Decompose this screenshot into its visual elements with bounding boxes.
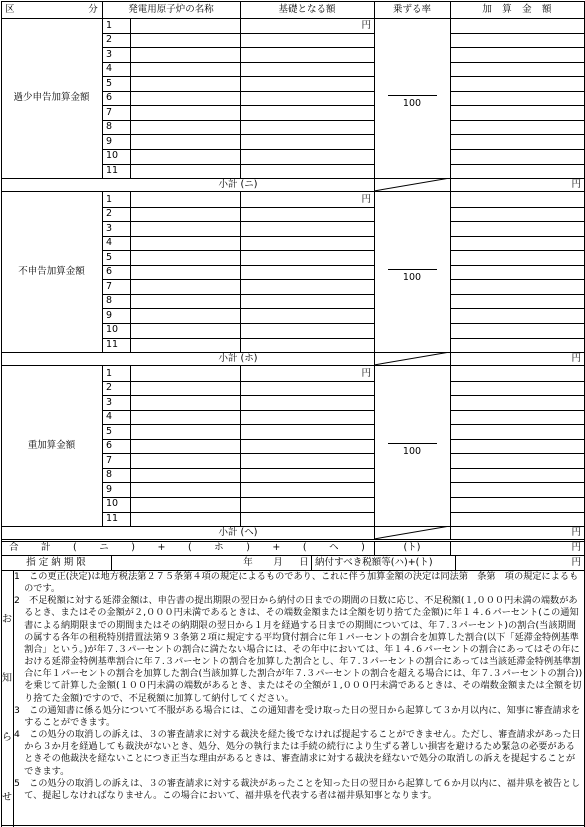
diagonal-slash [374,526,450,539]
base-amount-cell[interactable] [240,395,374,410]
added-amount-cell[interactable] [450,76,584,91]
rule-line [388,443,437,444]
added-amount-cell[interactable] [450,308,584,323]
added-amount-cell[interactable] [450,323,584,338]
total-row-char: ( [302,542,307,554]
reactor-name-cell[interactable] [130,453,240,468]
rule-line [102,18,103,179]
total-row-char: 合 [9,542,19,554]
total-to-label: (ト) [403,542,421,554]
row-number: 6 [106,440,113,452]
rule-line [374,192,375,366]
base-amount-cell[interactable] [240,279,374,294]
row-number: 10 [106,150,119,162]
notice-body [14,571,584,802]
row-number: 9 [106,483,113,495]
base-amount-cell[interactable] [240,250,374,265]
total-row-char: ニ [99,542,109,554]
row-number: 11 [106,339,119,351]
rule-line [450,366,451,540]
base-amount-cell[interactable] [240,294,374,309]
base-amount-cell[interactable] [240,439,374,454]
row-number: 8 [106,295,113,307]
base-amount-cell[interactable] [240,134,374,149]
reactor-name-cell[interactable] [130,149,240,164]
row-number: 3 [106,396,113,408]
reactor-name-cell[interactable] [130,395,240,410]
added-amount-cell[interactable] [450,236,584,251]
reactor-name-cell[interactable] [130,105,240,120]
subtotal-amount[interactable]: 円 [571,178,581,190]
rule-line [102,366,103,527]
row-number: 9 [106,309,113,321]
added-amount-cell[interactable] [450,149,584,164]
rule-line [388,95,437,96]
total-row-char: ) [131,542,135,554]
total-row-char: + [157,542,166,554]
notice-item: 4 この処分の取消しの訴えは、３の審査請求に対する裁決を経た後でなければ提起することができません。ただし、審査請求があった日から３か月を経過しても裁決がないとき、処分、処分の執行または手続の続行により生ずる著しい損害を避けるため緊急の必要があるときその他裁決を経ないことにつき正当な理由があるときは、審査請求に対する裁決を経ないで処分の取消しの訴えを提起することができます。 [14,729,581,777]
reactor-name-cell[interactable] [130,47,240,62]
rule-line [388,269,437,270]
base-amount-cell[interactable] [240,76,374,91]
base-amount-cell[interactable] [240,149,374,164]
row-number: 7 [106,106,113,118]
reactor-name-cell[interactable] [130,439,240,454]
header-kubun-left: 区 [5,3,15,15]
header-rate: 乗ずる率 [392,3,431,15]
subtotal-label: 小計 (ホ) [218,352,258,364]
added-amount-cell[interactable] [450,453,584,468]
notice-side-char: 知 [2,673,12,684]
total-row-label [1,541,373,555]
subtotal-amount[interactable]: 円 [571,526,581,538]
row-number: 3 [106,222,113,234]
reactor-name-cell[interactable] [130,134,240,149]
reactor-name-cell[interactable] [130,91,240,106]
reactor-name-cell[interactable] [130,164,240,179]
row-number: 1 [106,19,113,31]
base-amount-cell[interactable] [240,308,374,323]
header-reactor-name: 発電用原子炉の名称 [128,3,214,15]
rule-line [130,18,131,179]
row-number: 1 [106,367,113,379]
rule-line [240,366,241,527]
rule-line [240,192,241,353]
reactor-name-cell[interactable] [130,323,240,338]
base-amount-cell[interactable] [240,47,374,62]
base-amount-cell[interactable] [240,91,374,106]
reactor-name-cell[interactable] [130,512,240,527]
total-row-char: ( [73,542,77,554]
row-number: 11 [106,513,119,525]
row-number: 5 [106,425,113,437]
added-amount-cell[interactable] [450,18,584,33]
rule-line [374,1,375,19]
row-number: 8 [106,469,113,481]
row-number: 7 [106,454,113,466]
base-amount-cell[interactable] [240,18,374,33]
added-amount-cell[interactable] [450,250,584,265]
reactor-name-cell[interactable] [130,33,240,48]
base-amount-cell[interactable] [240,120,374,135]
row-number: 7 [106,280,113,292]
added-amount-cell[interactable] [450,410,584,425]
total-row-char: ホ [214,542,224,554]
reactor-name-cell[interactable] [130,497,240,512]
notice-item: 5 この処分の取消しの訴えは、３の審査請求に対する裁決があったことを知った日の翌日から起算して６か月以内に、福井県を被告として、提起しなければなりません。この場合において、福井県を代表する者は福井県知事となります。 [14,777,581,801]
subtotal-amount[interactable]: 円 [571,352,581,364]
base-amount-cell[interactable] [240,410,374,425]
row-number: 4 [106,237,113,249]
reactor-name-cell[interactable] [130,338,240,353]
row-number: 2 [106,382,113,394]
rule-line [240,1,241,19]
reactor-name-cell[interactable] [130,410,240,425]
reactor-name-cell[interactable] [130,62,240,77]
rule-line [374,541,375,556]
total-amount[interactable]: 円 [571,542,581,554]
deadline-day: 日 [299,556,309,568]
deadline-label: 指 定 納 期 限 [26,556,86,568]
added-amount-cell[interactable] [450,192,584,207]
base-amount-cell[interactable] [240,482,374,497]
added-amount-cell[interactable] [450,424,584,439]
rule-line [450,1,451,19]
rule-line [450,18,451,192]
base-amount-cell[interactable] [240,207,374,222]
added-amount-cell[interactable] [450,381,584,396]
reactor-name-cell[interactable] [130,424,240,439]
base-amount-cell[interactable] [240,424,374,439]
rate-denominator: 100 [402,446,422,458]
added-amount-cell[interactable] [450,338,584,353]
total-row-char: ) [246,542,250,554]
base-amount-cell[interactable] [240,221,374,236]
reactor-name-cell[interactable] [130,468,240,483]
row-number: 6 [106,92,113,104]
reactor-name-cell[interactable] [130,120,240,135]
rule-line [374,18,375,192]
row-number: 8 [106,121,113,133]
base-amount-cell[interactable] [240,497,374,512]
payable-amount[interactable]: 円 [571,556,581,568]
total-row-char: + [272,542,281,554]
added-amount-cell[interactable] [450,221,584,236]
section-label: 過少申告加算金額 [13,92,90,104]
rule-line [1,539,585,540]
base-amount-cell[interactable] [240,105,374,120]
added-amount-cell[interactable] [450,33,584,48]
row-number: 4 [106,63,113,75]
added-amount-cell[interactable] [450,47,584,62]
base-amount-cell[interactable] [240,323,374,338]
reactor-name-cell[interactable] [130,18,240,33]
added-amount-cell[interactable] [450,91,584,106]
added-amount-cell[interactable] [450,62,584,77]
reactor-name-cell[interactable] [130,192,240,207]
base-amount-cell[interactable] [240,512,374,527]
row-number: 11 [106,165,119,177]
added-amount-cell[interactable] [450,265,584,280]
rule-line [450,541,451,556]
total-row-char: ヘ [329,542,339,554]
notice-item: 2 不足税額に対する延滞金額は、申告書の提出期限の翌日から納付の日までの期間の日数に応じ、不足税額(１,０００円未満の端数があるとき、またはその金額が２,０００円未満であるときは、その端数金額または全額を切り捨てた金額)に年１４.６パーセント(この通知書による納期限までの期間またはその納期限の翌日から１月を経過する日までの期間については、年７.３パーセント)の割合(当該期間の属する各年の租税特別措置法第９３条第２項に規定する平均貸付割合に年１パーセントの割合を加算した割合(以下「延滞金特例基準割合」という。)が年７.３パーセントの割合に満たない場合には、その年中においては、年１４.６パーセントの割合にあってはその年における延滞金特例基準割合に年７.３パーセントの割合を加算した割合とし、年７.３パーセントの割合にあっては当該延滞金特例基準割合に年１パーセントの割合を加算した割合(当該加算した割合が年７.３パーセントの割合を超える場合には、年７.３パーセントの割合))を乗じて計算した金額(１００円未満の端数があるとき、またはその全額が１,０００円未満であるときは、その端数金額または全額を切り捨てた金額)ですので、不足税額に加算して納付してください。 [14,595,583,704]
rule-line [130,366,131,527]
rate-denominator: 100 [402,272,422,284]
yen-unit: 円 [361,367,371,379]
added-amount-cell[interactable] [450,482,584,497]
reactor-name-cell[interactable] [130,381,240,396]
rule-line [102,192,103,353]
header-kubun-right: 分 [88,3,98,15]
base-amount-cell[interactable] [240,236,374,251]
reactor-name-cell[interactable] [130,294,240,309]
row-number: 1 [106,193,113,205]
base-amount-cell[interactable] [240,192,374,207]
total-row-char: ( [187,542,192,554]
subtotal-label: 小計 (ヘ) [218,526,258,538]
row-number: 5 [106,77,113,89]
notice-item: 1 この更正(決定)は地方税法第２７５条第４項の規定によるものであり、これに伴う加算金額の決定は同法第 条第 項の規定によるものです。 [14,571,579,595]
row-number: 10 [106,498,119,510]
reactor-name-cell[interactable] [130,236,240,251]
rule-line [240,18,241,179]
base-amount-cell[interactable] [240,164,374,179]
row-number: 3 [106,48,113,60]
reactor-name-cell[interactable] [130,279,240,294]
header-added-amount [450,1,584,18]
deadline-month: 月 [273,556,283,568]
rule-line [130,192,131,353]
row-number: 6 [106,266,113,278]
section-label: 重加算金額 [27,440,76,452]
rule-line [374,366,375,540]
base-amount-cell[interactable] [240,33,374,48]
reactor-name-cell[interactable] [130,482,240,497]
base-amount-cell[interactable] [240,338,374,353]
header-added-amount-char: 金 [522,3,532,15]
rule-line [1,1,2,571]
base-amount-cell[interactable] [240,468,374,483]
added-amount-cell[interactable] [450,395,584,410]
header-added-amount-char: 額 [542,3,552,15]
base-amount-cell[interactable] [240,366,374,381]
notice-side-char: ら [2,732,12,743]
reactor-name-cell[interactable] [130,250,240,265]
reactor-name-cell[interactable] [130,265,240,280]
added-amount-cell[interactable] [450,497,584,512]
diagonal-slash [374,352,450,365]
deadline-date-input[interactable] [112,555,310,570]
deadline-year: 年 [243,556,253,568]
reactor-name-cell[interactable] [130,366,240,381]
added-amount-cell[interactable] [450,207,584,222]
reactor-name-cell[interactable] [130,207,240,222]
row-number: 5 [106,251,113,263]
base-amount-cell[interactable] [240,381,374,396]
reactor-name-cell[interactable] [130,308,240,323]
base-amount-cell[interactable] [240,265,374,280]
added-amount-cell[interactable] [450,279,584,294]
header-added-amount-char: 加 [482,3,492,15]
row-number: 2 [106,34,113,46]
diagonal-slash [374,178,450,191]
subtotal-label: 小計 (ニ) [218,178,258,190]
added-amount-cell[interactable] [450,120,584,135]
added-amount-cell[interactable] [450,164,584,179]
rule-line [102,1,103,19]
added-amount-cell[interactable] [450,512,584,527]
base-amount-cell[interactable] [240,62,374,77]
added-amount-cell[interactable] [450,294,584,309]
rate-denominator: 100 [402,98,422,110]
rule-line [450,192,451,366]
added-amount-cell[interactable] [450,105,584,120]
notice-item: 3 この通知書に係る処分について不服がある場合には、この通知書を受け取った日の翌日から起算して３か月以内に、知事に審査請求をすることができます。 [14,704,581,728]
reactor-name-cell[interactable] [130,76,240,91]
payable-label: 納付すべき税額等(ハ)+(ト) [315,556,433,568]
row-number: 2 [106,208,113,220]
added-amount-cell[interactable] [450,134,584,149]
added-amount-cell[interactable] [450,439,584,454]
yen-unit: 円 [361,19,371,31]
row-number: 10 [106,324,119,336]
notice-side-char: せ [2,792,12,803]
total-row-char: 計 [41,542,51,554]
header-added-amount-char: 算 [502,3,512,15]
added-amount-cell[interactable] [450,468,584,483]
notice-side-char: お [2,614,12,625]
header-base-amount: 基礎となる額 [278,3,336,15]
base-amount-cell[interactable] [240,453,374,468]
row-number: 9 [106,135,113,147]
yen-unit: 円 [361,193,371,205]
row-number: 4 [106,411,113,423]
section-label: 不申告加算金額 [18,266,85,278]
total-row-char: ) [361,542,365,554]
added-amount-cell[interactable] [450,366,584,381]
reactor-name-cell[interactable] [130,221,240,236]
